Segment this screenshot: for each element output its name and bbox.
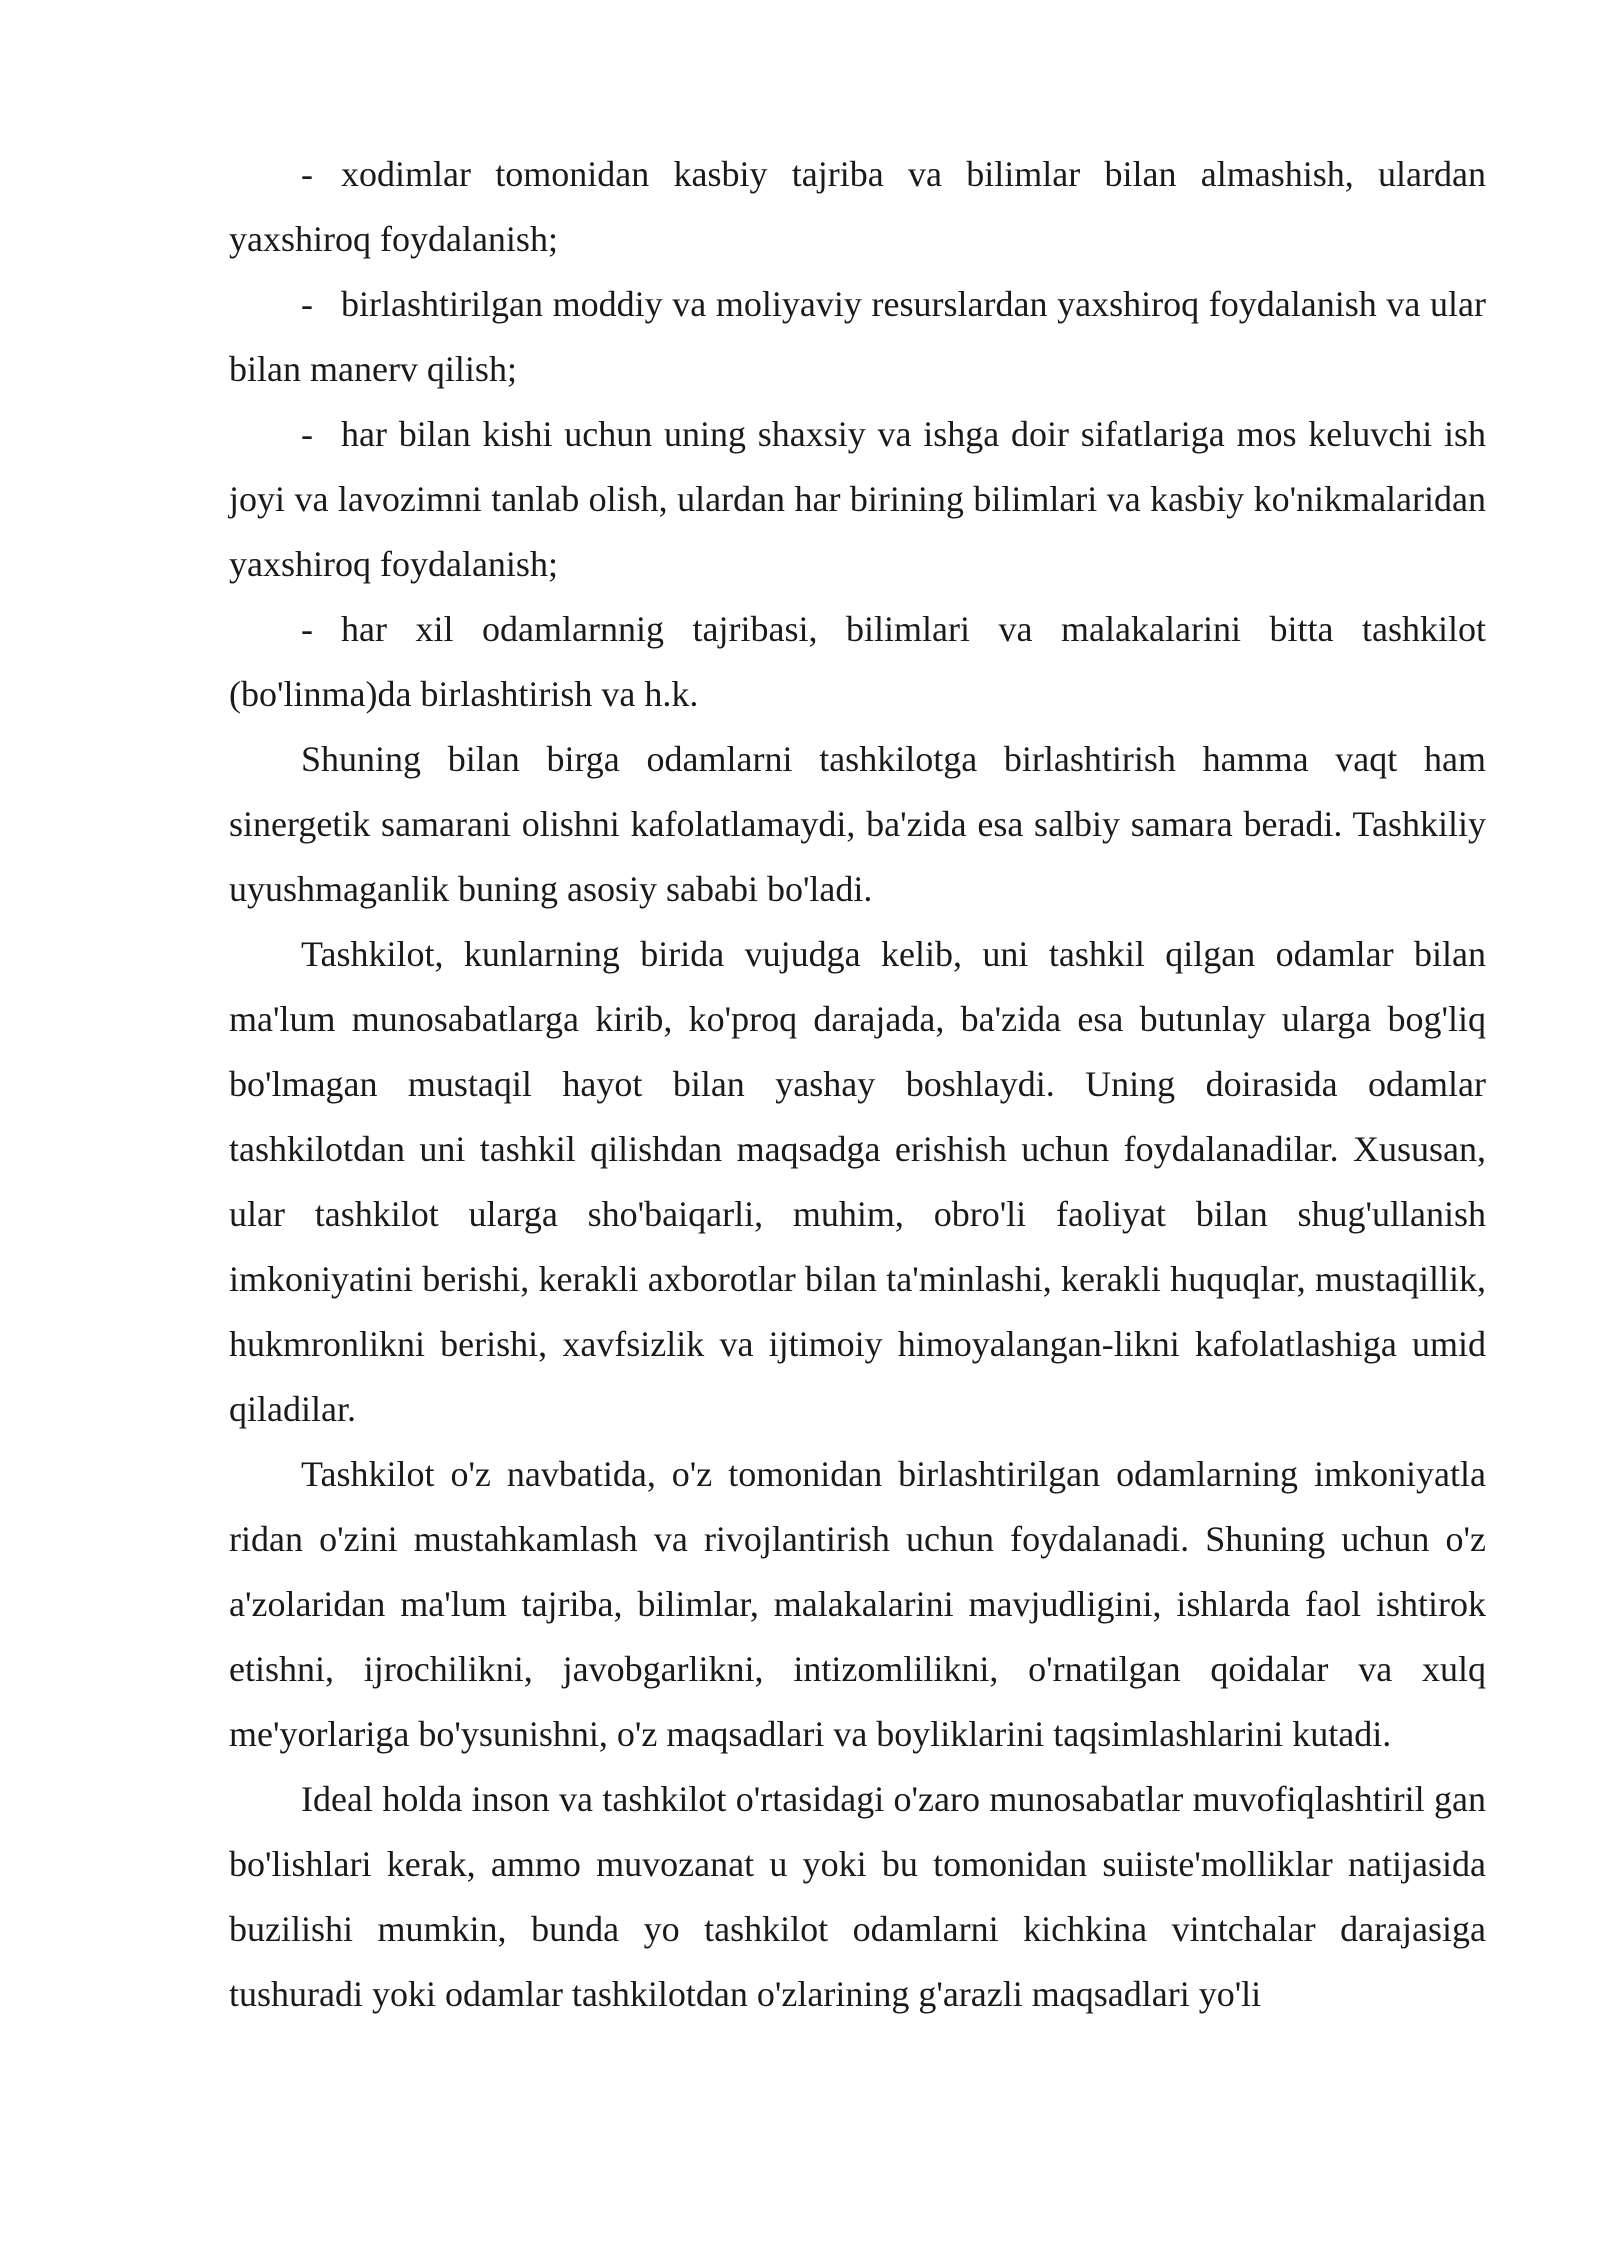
paragraph: Tashkilot o'z navbatida, o'z tomonidan birlashtirilgan odamlarning imkoniyatla ridan o'zini mustahkamlash va rivojlantirish uchun foydalanadi. Shuning uchun o'z a'zolaridan ma'lum tajriba, bilimlar, malakalarini mavjudligini, ishlarda faol ishtirok etishni, ijrochilikni, javobgarlikni, intizomlilikni, o'rnatilgan qoidalar va xulq me'yorlariga bo'ysunishni, o'z maqsadlari va boyliklarini taqsimlashlarini kutadi.: [229, 1454, 1486, 1754]
bullet-marker: -: [301, 154, 313, 194]
bullet-item: [229, 597, 1486, 727]
paragraph: Ideal holda inson va tashkilot o'rtasidagi o'zaro munosabatlar muvofiqlashtiril gan bo'lishlari kerak, ammo muvozanat u yoki bu tomonidan suiiste'molliklar natijasida buzilishi mumkin, bunda yo tashkilot odamlarni kichkina vintchalar darajasiga tushuradi yoki odamlar tashkilotdan o'zlarining g'arazli maqsadlari yo'li: [229, 1779, 1486, 2014]
bullet-marker: -: [301, 609, 313, 649]
bullet-text: har bilan kishi uchun uning shaxsiy va ishga doir sifatlariga mos keluvchi ish joyi va lavozimni tanlab olish, ulardan har birining bilimlari va kasbiy ko'nikmalaridan yaxshiroq foydalanish;: [229, 414, 1486, 584]
bullet-marker: -: [301, 414, 313, 454]
bullet-item: [229, 142, 1486, 272]
bullet-text: har xil odamlarnnig tajribasi, bilimlari va malakalarini bitta tashkilot (bo'linma)da birlashtirish va h.k.: [229, 609, 1486, 714]
bullet-text: birlashtirilgan moddiy va moliyaviy resurslardan yaxshiroq foydalanish va ular bilan manerv qilish;: [229, 284, 1486, 389]
bullet-item: [229, 402, 1486, 597]
bullet-text: xodimlar tomonidan kasbiy tajriba va bilimlar bilan almashish, ulardan yaxshiroq foydalanish;: [229, 154, 1486, 259]
document-body: [229, 142, 1486, 2027]
bullet-marker: -: [301, 284, 313, 324]
bullet-item: [229, 272, 1486, 402]
paragraph: Tashkilot, kunlarning birida vujudga kelib, uni tashkil qilgan odamlar bilan ma'lum munosabatlarga kirib, ko'proq darajada, ba'zida esa butunlay ularga bog'liq bo'lmagan mustaqil hayot bilan yashay boshlaydi. Uning doirasida odamlar tashkilotdan uni tashkil qilishdan maqsadga erishish uchun foydalanadilar. Xususan, ular tashkilot ularga sho'baiqarli, muhim, obro'li faoliyat bilan shug'ullanish imkoniyatini berishi, kerakli axborotlar bilan ta'minlashi, kerakli huquqlar, mustaqillik, hukmronlikni berishi, xavfsizlik va ijtimoiy himoyalangan-likni kafolatlashiga umid qiladilar.: [229, 934, 1486, 1429]
paragraph: Shuning bilan birga odamlarni tashkilotga birlashtirish hamma vaqt ham sinergetik samarani olishni kafolatlamaydi, ba'zida esa salbiy samara beradi. Tashkiliy uyushmaganlik buning asosiy sababi bo'ladi.: [229, 739, 1486, 909]
